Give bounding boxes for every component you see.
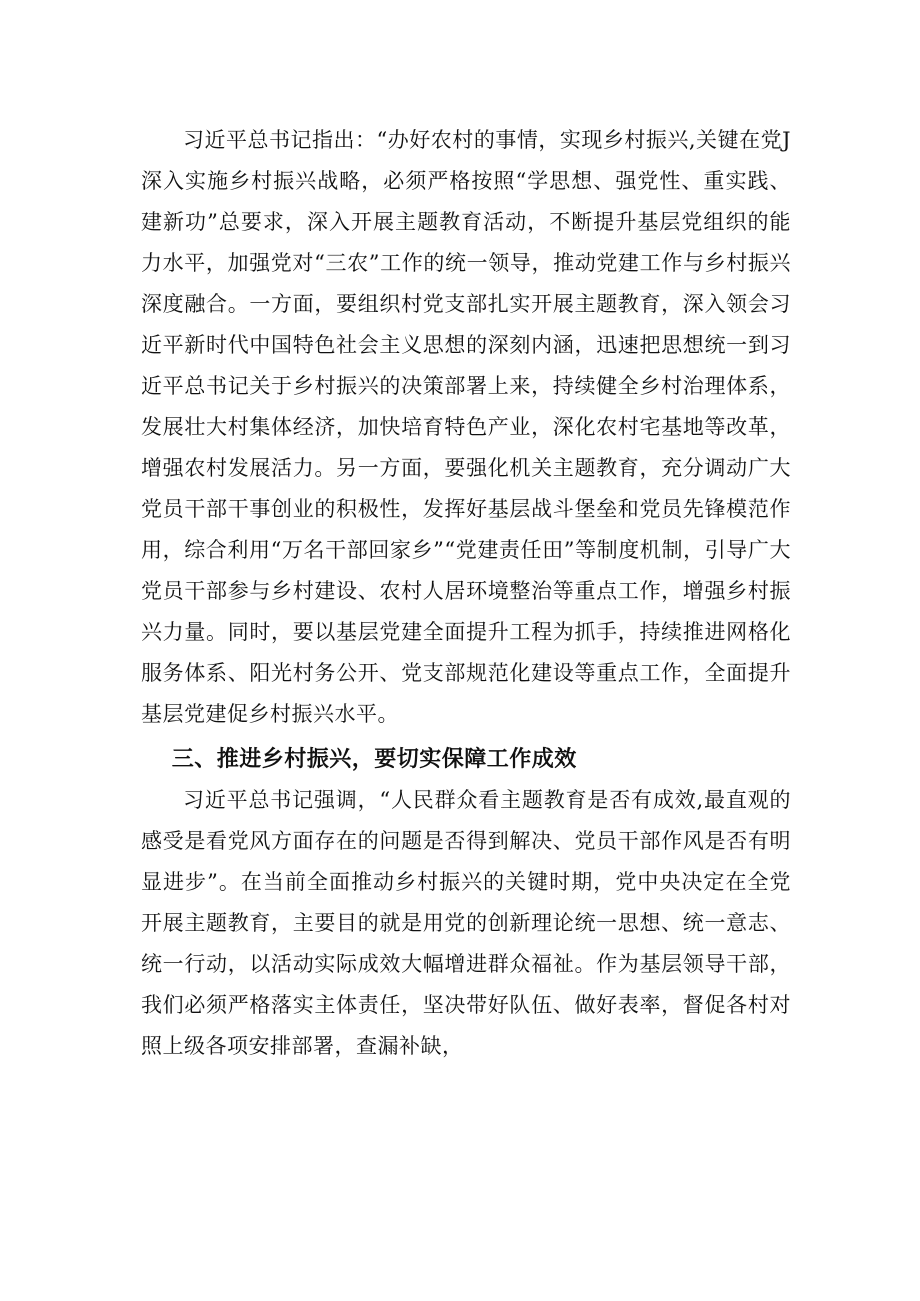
document-body xyxy=(141,120,791,1067)
section-heading: 三、推进乡村振兴，要切实保障工作成效 xyxy=(171,747,577,772)
body-paragraph: 习近平总书记指出：“办好农村的事情，实现乡村振兴,关键在党J深入实施乡村振兴战略，必须严格按照“学思想、强党性、重实践、建新功”总要求，深入开展主题教育活动，不断提升基层党组织的能力水平，加强党对“三农”工作的统一领导，推动党建工作与乡村振兴深度融合。一方面，要组织村党支部扎实开展主题教育，深入领会习近平新时代中国特色社会主义思想的深刻内涵，迅速把思想统一到习近平总书记关于乡村振兴的决策部署上来，持续健全乡村治理体系，发展壮大村集体经济，加快培育特色产业，深化农村宅基地等改革，增强农村发展活力。另一方面，要强化机关主题教育，充分调动广大党员干部干事创业的积极性，发挥好基层战斗堡垒和党员先锋模范作用，综合利用“万名干部回家乡”“党建责任田”等制度机制，引导广大党员干部参与乡村建设、农村人居环境整治等重点工作，增强乡村振兴力量。同时，要以基层党建全面提升工程为抓手，持续推进网格化服务体系、阳光村务公开、党支部规范化建设等重点工作，全面提升基层党建促乡村振兴水平。 xyxy=(141,128,791,726)
body-paragraph: 习近平总书记强调，“人民群众看主题教育是否有成效,最直观的感受是看党风方面存在的问题是否得到解决、党员干部作风是否有明显进步”。在当前全面推动乡村振兴的关键时期，党中央决定在全党开展主题教育，主要目的就是用党的创新理论统一思想、统一意志、统一行动，以活动实际成效大幅增进群众福祉。作为基层领导干部，我们必须严格落实主体责任，坚决带好队伍、做好表率，督促各村对照上级各项安排部署，查漏补缺， xyxy=(141,788,791,1058)
